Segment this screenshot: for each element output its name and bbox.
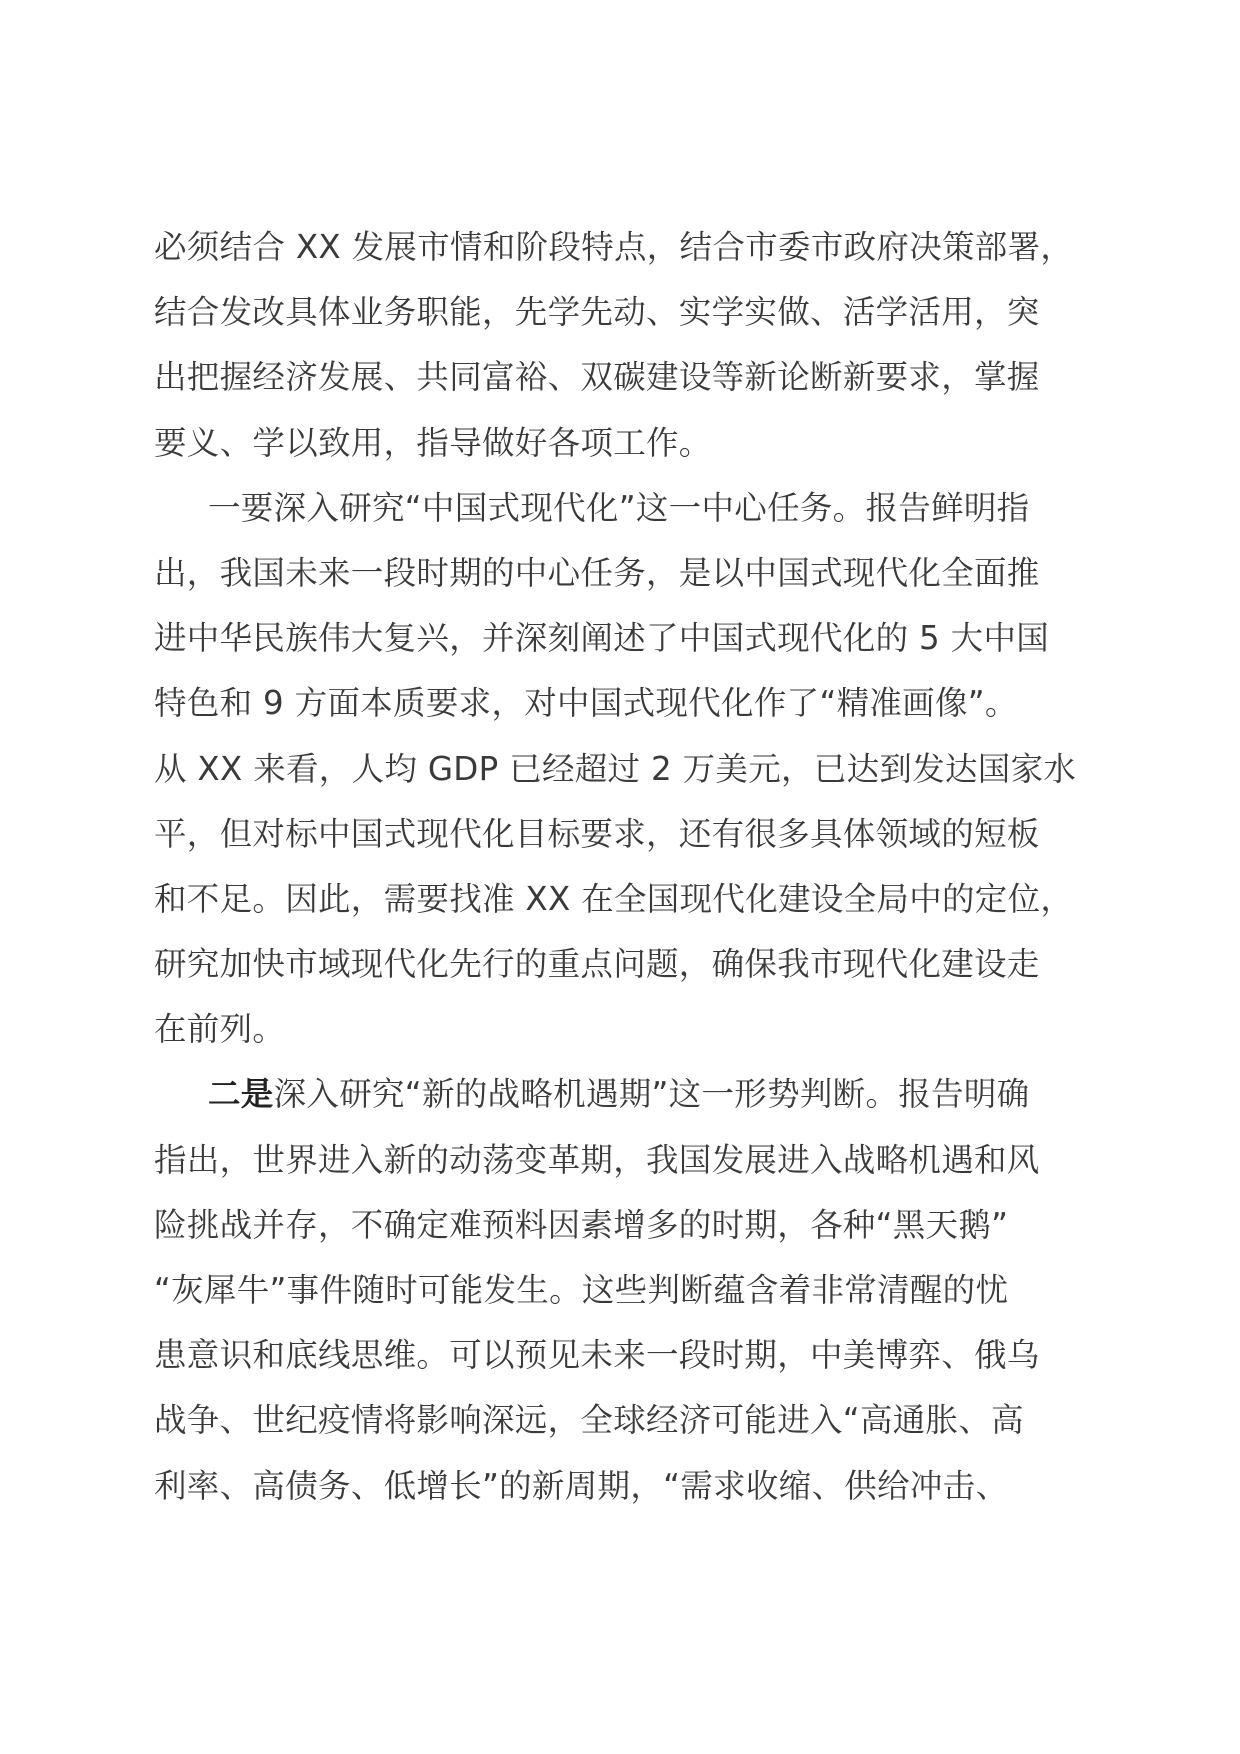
text-line: 要义、学以致用，指导做好各项工作。 bbox=[154, 423, 712, 462]
text-line: 出，我国未来一段时期的中心任务，是以中国式现代化全面推 bbox=[154, 553, 1040, 592]
text-line-content: 深入研究“新的战略机遇期”这一形势判断。报告明确 bbox=[273, 1075, 1030, 1114]
text-line: 战争、世纪疫情将影响深远，全球经济可能进入“高通胀、高 bbox=[154, 1401, 1024, 1440]
text-line: 研究加快市域现代化先行的重点问题，确保我市现代化建设走 bbox=[154, 945, 1040, 984]
paragraph-2 bbox=[154, 476, 1089, 1063]
text-line: 必须结合 XX 发展市情和阶段特点，结合市委市政府决策部署， bbox=[154, 228, 1074, 266]
text-line: 指出，世界进入新的动荡变革期，我国发展进入战略机遇和风 bbox=[154, 1140, 1040, 1179]
text-line: 进中华民族伟大复兴，并深刻阐述了中国式现代化的 5 大中国 bbox=[154, 619, 1050, 658]
text-line: 在前列。 bbox=[154, 1010, 286, 1049]
text-line: 利率、高债务、低增长”的新周期，“需求收缩、供给冲击、 bbox=[154, 1466, 1009, 1505]
text-line: 平，但对标中国式现代化目标要求，还有很多具体领域的短板 bbox=[154, 814, 1040, 853]
text-line-indented bbox=[154, 476, 1089, 541]
text-line-indented bbox=[154, 1062, 1089, 1127]
text-line: 特色和 9 方面本质要求，对中国式现代化作了“精准画像”。 bbox=[154, 684, 1018, 723]
text-line: “灰犀牛”事件随时可能发生。这些判断蕴含着非常清醒的忧 bbox=[154, 1271, 1009, 1309]
document-body bbox=[154, 215, 1089, 1519]
text-line: 险挑战并存，不确定难预料因素增多的时期，各种“黑天鹅” bbox=[154, 1205, 1009, 1244]
text-line-content: 一要深入研究“中国式现代化”这一中心任务。报告鲜明指 bbox=[208, 488, 1030, 527]
text-line: 结合发改具体业务职能，先学先动、实学实做、活学活用，突 bbox=[154, 293, 1040, 332]
text-line: 患意识和底线思维。可以预见未来一段时期，中美博弈、俄乌 bbox=[154, 1336, 1040, 1375]
paragraph-3 bbox=[154, 1062, 1089, 1518]
text-line: 从 XX 来看，人均 GDP 已经超过 2 万美元，已达到发达国家水 bbox=[154, 749, 1077, 788]
text-line: 出把握经济发展、共同富裕、双碳建设等新论断新要求，掌握 bbox=[154, 358, 1040, 397]
paragraph-lead-bold: 二是 bbox=[208, 1075, 274, 1114]
paragraph-1 bbox=[154, 215, 1089, 476]
text-line: 和不足。因此，需要找准 XX 在全国现代化建设全局中的定位， bbox=[154, 879, 1074, 918]
